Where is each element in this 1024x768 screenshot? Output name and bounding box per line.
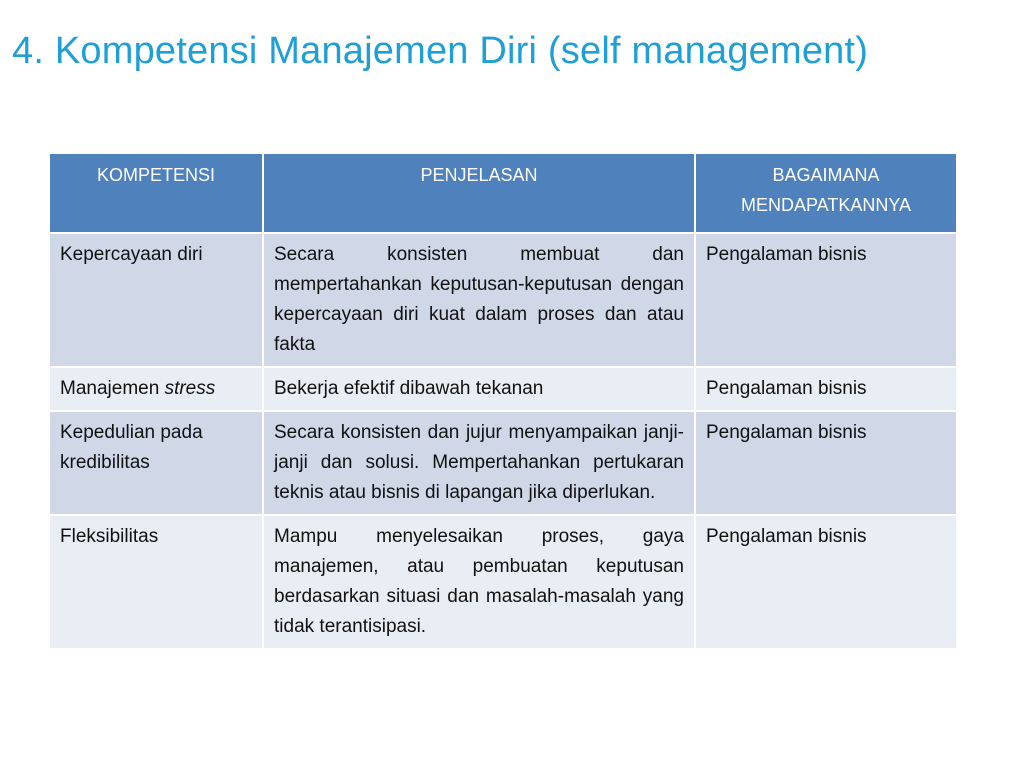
table-row <box>49 233 957 367</box>
cell-bagaimana: Pengalaman bisnis <box>695 411 957 515</box>
cell-penjelasan: Secara konsisten dan jujur menyampaikan janji-janji dan solusi. Mempertahankan pertukaran teknis atau bisnis di lapangan jika diperlukan. <box>263 411 695 515</box>
cell-kompetensi <box>49 367 263 411</box>
slide-title: 4. Kompetensi Manajemen Diri (self management) <box>12 30 869 72</box>
cell-penjelasan: Secara konsisten membuat dan mempertahankan keputusan-keputusan dengan kepercayaan diri kuat dalam proses dan atau fakta <box>263 233 695 367</box>
cell-penjelasan: Bekerja efektif dibawah tekanan <box>263 367 695 411</box>
cell-kompetensi: Kepedulian pada kredibilitas <box>49 411 263 515</box>
header-penjelasan: PENJELASAN <box>263 153 695 233</box>
table-header-row <box>49 153 957 233</box>
table-row <box>49 411 957 515</box>
kompetensi-text: Manajemen <box>60 378 165 399</box>
competency-table <box>48 152 958 650</box>
cell-bagaimana: Pengalaman bisnis <box>695 367 957 411</box>
cell-kompetensi: Kepercayaan diri <box>49 233 263 367</box>
cell-kompetensi: Fleksibilitas <box>49 515 263 649</box>
kompetensi-italic-text: stress <box>164 378 216 399</box>
table-row <box>49 367 957 411</box>
header-kompetensi: KOMPETENSI <box>49 153 263 233</box>
cell-bagaimana: Pengalaman bisnis <box>695 515 957 649</box>
header-bagaimana: BAGAIMANA MENDAPATKANNYA <box>695 153 957 233</box>
table-row <box>49 515 957 649</box>
cell-penjelasan: Mampu menyelesaikan proses, gaya manajemen, atau pembuatan keputusan berdasarkan situasi dan masalah-masalah yang tidak terantisipasi. <box>263 515 695 649</box>
cell-bagaimana: Pengalaman bisnis <box>695 233 957 367</box>
